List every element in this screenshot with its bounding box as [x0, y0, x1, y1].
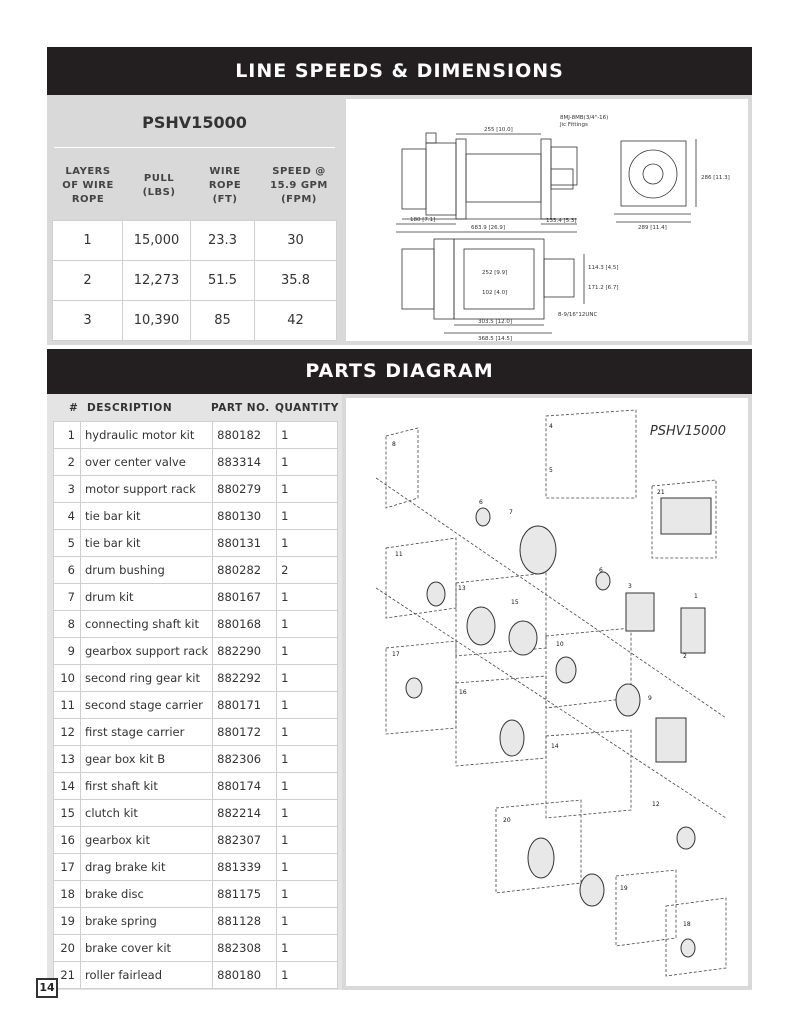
- carrier-part: [677, 827, 695, 849]
- top-motor-outline: [402, 249, 434, 309]
- callout-label: 18: [683, 921, 691, 928]
- table-row: [54, 881, 338, 908]
- cell-pull: 12,273: [123, 261, 191, 301]
- cell-description: second stage carrier: [81, 692, 213, 719]
- cell-description: gearbox support rack: [81, 638, 213, 665]
- cell-quantity: 1: [277, 611, 338, 638]
- motor-block-outline: [551, 169, 573, 189]
- table-row: [54, 800, 338, 827]
- cell-description: tie bar kit: [81, 503, 213, 530]
- dim-label: 171.2 [6.7]: [588, 285, 619, 291]
- cell-layer: 1: [53, 221, 123, 261]
- dim-label: 683.9 [26.9]: [471, 225, 506, 231]
- ring-gear-part: [616, 684, 640, 716]
- cell-description: drum kit: [81, 584, 213, 611]
- callout-label: 7: [509, 509, 513, 516]
- header-part-no: PART NO.: [211, 402, 270, 414]
- cell-number: 15: [54, 800, 81, 827]
- callout-label: 2: [683, 653, 687, 660]
- cell-number: 3: [54, 476, 81, 503]
- parts-table-header: [47, 402, 342, 418]
- header-line: ROPE: [208, 180, 242, 191]
- cell-number: 2: [54, 449, 81, 476]
- cell-quantity: 1: [277, 476, 338, 503]
- bushing-part: [596, 572, 610, 590]
- dim-label: Jic Fittings: [560, 122, 588, 128]
- header-line: OF WIRE: [62, 180, 114, 191]
- table-row: [54, 692, 338, 719]
- cell-description: roller fairlead: [81, 962, 213, 989]
- table-row: [54, 827, 338, 854]
- top-gearbox-outline: [434, 239, 454, 319]
- table-row: [54, 476, 338, 503]
- cell-part-number: 882308: [213, 935, 277, 962]
- dim-label: 255 [10.0]: [484, 127, 513, 133]
- page-number: 14: [36, 978, 58, 998]
- cell-number: 19: [54, 908, 81, 935]
- cell-number: 21: [54, 962, 81, 989]
- cell-part-number: 880131: [213, 530, 277, 557]
- cell-wire: 85: [191, 301, 255, 341]
- group-box: [666, 898, 726, 976]
- cell-description: connecting shaft kit: [81, 611, 213, 638]
- gearbox-kit-part: [500, 720, 524, 756]
- cell-part-number: 882214: [213, 800, 277, 827]
- brake-disc-part: [681, 939, 695, 957]
- cell-wire: 23.3: [191, 221, 255, 261]
- cell-number: 6: [54, 557, 81, 584]
- header-wire-rope: [195, 165, 255, 207]
- cell-number: 18: [54, 881, 81, 908]
- cell-number: 11: [54, 692, 81, 719]
- cell-description: motor support rack: [81, 476, 213, 503]
- top-frame-outline: [454, 239, 544, 319]
- divider: [54, 147, 335, 148]
- cell-number: 1: [54, 422, 81, 449]
- group-box: [546, 730, 631, 818]
- table-row: [54, 719, 338, 746]
- table-row: [54, 530, 338, 557]
- header-description: DESCRIPTION: [87, 402, 173, 414]
- cell-part-number: 882292: [213, 665, 277, 692]
- cell-quantity: 1: [277, 935, 338, 962]
- motor-outline: [402, 149, 426, 209]
- cell-description: gear box kit B: [81, 746, 213, 773]
- cell-description: gearbox kit: [81, 827, 213, 854]
- callout-label: 13: [458, 585, 466, 592]
- model-title: PSHV15000: [142, 113, 247, 132]
- header-num: #: [69, 402, 79, 414]
- top-drum-outline: [464, 249, 534, 309]
- bushing-part: [476, 508, 490, 526]
- callout-label: 9: [648, 695, 652, 702]
- callout-label: 21: [657, 489, 665, 496]
- drum-part: [520, 526, 556, 574]
- table-row: [54, 665, 338, 692]
- cell-speed: 42: [255, 301, 337, 341]
- header-line: (LBS): [142, 187, 176, 198]
- cell-layer: 2: [53, 261, 123, 301]
- cell-number: 8: [54, 611, 81, 638]
- cell-description: first stage carrier: [81, 719, 213, 746]
- callout-label: 15: [511, 599, 519, 606]
- cell-number: 4: [54, 503, 81, 530]
- table-row: [53, 221, 337, 261]
- cell-description: over center valve: [81, 449, 213, 476]
- dim-label: 8-9/16"12UNC: [558, 312, 598, 318]
- table-row: [54, 962, 338, 989]
- header-line: 15.9 GPM: [270, 180, 328, 191]
- cell-description: first shaft kit: [81, 773, 213, 800]
- table-row: [54, 584, 338, 611]
- cell-speed: 35.8: [255, 261, 337, 301]
- cell-description: brake disc: [81, 881, 213, 908]
- vent-outline: [426, 133, 436, 143]
- header-layers: [55, 165, 121, 207]
- drum-outline: [466, 154, 541, 202]
- table-row: [54, 611, 338, 638]
- dim-label: 303.5 [12.0]: [478, 319, 513, 325]
- assembly-axis: [376, 588, 726, 818]
- header-line: PULL: [143, 173, 175, 184]
- dim-label: 252 [9.9]: [482, 270, 508, 276]
- cell-quantity: 2: [277, 557, 338, 584]
- cell-description: tie bar kit: [81, 530, 213, 557]
- cell-description: drum bushing: [81, 557, 213, 584]
- cell-part-number: 880171: [213, 692, 277, 719]
- section-title-parts-diagram: PARTS DIAGRAM: [47, 349, 752, 394]
- cell-part-number: 880167: [213, 584, 277, 611]
- dim-label: 8MJ-8MB(3/4"-16): [560, 115, 609, 121]
- gearbox-part: [509, 621, 537, 655]
- support-rack-part: [626, 593, 654, 631]
- cell-part-number: 881175: [213, 881, 277, 908]
- cell-description: hydraulic motor kit: [81, 422, 213, 449]
- group-box: [616, 870, 676, 946]
- end-plate-outline: [541, 139, 551, 219]
- table-row: [54, 422, 338, 449]
- cell-part-number: 880168: [213, 611, 277, 638]
- header-line: ROPE: [71, 194, 105, 205]
- cell-quantity: 1: [277, 503, 338, 530]
- end-view-drum: [629, 150, 677, 198]
- cell-part-number: 880172: [213, 719, 277, 746]
- group-box: [546, 410, 636, 498]
- callout-label: 17: [392, 651, 400, 658]
- cell-quantity: 1: [277, 584, 338, 611]
- end-plate-outline: [456, 139, 466, 219]
- end-view-outline: [621, 141, 686, 206]
- header-line: (FT): [212, 194, 238, 205]
- dim-label: 289 [11.4]: [638, 225, 667, 231]
- table-row: [54, 854, 338, 881]
- fairlead-part: [661, 498, 711, 534]
- callout-label: 3: [628, 583, 632, 590]
- section-title-line-speeds: LINE SPEEDS & DIMENSIONS: [47, 47, 752, 95]
- header-speed: [259, 165, 339, 207]
- cell-quantity: 1: [277, 665, 338, 692]
- cell-number: 17: [54, 854, 81, 881]
- header-line: LAYERS: [65, 166, 111, 177]
- exploded-parts-diagram: [346, 398, 748, 986]
- cell-part-number: 880282: [213, 557, 277, 584]
- winch-dimension-drawing: [346, 99, 748, 341]
- cell-part-number: 881128: [213, 908, 277, 935]
- header-quantity: QUANTITY: [275, 402, 339, 414]
- cell-layer: 3: [53, 301, 123, 341]
- dim-label: 286 [11.3]: [701, 175, 730, 181]
- end-view-hub: [643, 164, 663, 184]
- carrier-part: [427, 582, 445, 606]
- cell-description: brake cover kit: [81, 935, 213, 962]
- ring-gear-part: [467, 607, 495, 645]
- group-box: [456, 676, 546, 766]
- cell-part-number: 882290: [213, 638, 277, 665]
- brake-cover-part: [528, 838, 554, 878]
- header-line: SPEED @: [272, 166, 326, 177]
- cell-wire: 51.5: [191, 261, 255, 301]
- table-row: [53, 261, 337, 301]
- cell-part-number: 880174: [213, 773, 277, 800]
- cell-part-number: 880279: [213, 476, 277, 503]
- cell-quantity: 1: [277, 692, 338, 719]
- cell-number: 14: [54, 773, 81, 800]
- callout-label: 8: [392, 441, 396, 448]
- cell-part-number: 881339: [213, 854, 277, 881]
- top-valve-outline: [544, 259, 574, 297]
- cell-quantity: 1: [277, 827, 338, 854]
- cell-number: 10: [54, 665, 81, 692]
- spring-part: [580, 874, 604, 906]
- cell-number: 5: [54, 530, 81, 557]
- cell-quantity: 1: [277, 962, 338, 989]
- parts-diagram-panel: [342, 394, 752, 990]
- callout-label: 5: [549, 467, 553, 474]
- header-line: WIRE: [209, 166, 241, 177]
- table-row: [54, 449, 338, 476]
- cell-part-number: 882307: [213, 827, 277, 854]
- dim-label: 180 [7.1]: [410, 217, 436, 223]
- callout-label: 10: [556, 641, 564, 648]
- header-pull: [127, 172, 191, 200]
- cell-quantity: 1: [277, 881, 338, 908]
- callout-label: 4: [549, 423, 553, 430]
- dim-label: 102 [4.0]: [482, 290, 508, 296]
- cell-quantity: 1: [277, 719, 338, 746]
- callout-label: 20: [503, 817, 511, 824]
- table-row: [54, 638, 338, 665]
- gearbox-support-part: [656, 718, 686, 762]
- table-row: [53, 301, 337, 341]
- table-row: [54, 908, 338, 935]
- cell-number: 7: [54, 584, 81, 611]
- cell-description: second ring gear kit: [81, 665, 213, 692]
- cell-description: clutch kit: [81, 800, 213, 827]
- cell-quantity: 1: [277, 422, 338, 449]
- cell-quantity: 1: [277, 800, 338, 827]
- cell-description: drag brake kit: [81, 854, 213, 881]
- cell-pull: 10,390: [123, 301, 191, 341]
- table-row: [54, 935, 338, 962]
- cell-part-number: 880180: [213, 962, 277, 989]
- motor-part: [681, 608, 705, 653]
- table-row: [54, 746, 338, 773]
- cell-part-number: 880130: [213, 503, 277, 530]
- brake-part: [406, 678, 422, 698]
- table-row: [54, 557, 338, 584]
- parts-list-panel: [47, 394, 342, 990]
- cell-number: 16: [54, 827, 81, 854]
- table-row: [54, 503, 338, 530]
- header-line: (FPM): [281, 194, 317, 205]
- dimension-drawing-panel: [342, 95, 752, 345]
- cell-number: 12: [54, 719, 81, 746]
- cell-part-number: 882306: [213, 746, 277, 773]
- callout-label: 16: [459, 689, 467, 696]
- cell-quantity: 1: [277, 854, 338, 881]
- callout-label: 11: [395, 551, 403, 558]
- ring-part: [556, 657, 576, 683]
- callout-label: 6: [479, 499, 483, 506]
- cell-quantity: 1: [277, 449, 338, 476]
- cell-number: 13: [54, 746, 81, 773]
- line-speeds-table: [52, 220, 337, 341]
- callout-label: 14: [551, 743, 559, 750]
- dim-label: 135.4 [5.3]: [546, 218, 577, 224]
- callout-label: 1: [694, 593, 698, 600]
- cell-pull: 15,000: [123, 221, 191, 261]
- cell-part-number: 880182: [213, 422, 277, 449]
- parts-table: [53, 421, 338, 989]
- cell-speed: 30: [255, 221, 337, 261]
- diagram-model-label: PSHV15000: [649, 424, 726, 439]
- cell-part-number: 883314: [213, 449, 277, 476]
- gearbox-outline: [426, 143, 456, 215]
- callout-label: 6: [599, 567, 603, 574]
- cell-quantity: 1: [277, 908, 338, 935]
- table-row: [54, 773, 338, 800]
- callout-label: 12: [652, 801, 660, 808]
- cell-number: 9: [54, 638, 81, 665]
- cell-quantity: 1: [277, 746, 338, 773]
- dim-label: 368.5 [14.5]: [478, 336, 513, 341]
- cell-quantity: 1: [277, 530, 338, 557]
- callout-label: 19: [620, 885, 628, 892]
- cell-quantity: 1: [277, 638, 338, 665]
- dim-label: 114.3 [4.5]: [588, 265, 619, 271]
- line-speeds-panel: [47, 95, 342, 345]
- cell-quantity: 1: [277, 773, 338, 800]
- group-box: [386, 538, 456, 618]
- cell-number: 20: [54, 935, 81, 962]
- cell-description: brake spring: [81, 908, 213, 935]
